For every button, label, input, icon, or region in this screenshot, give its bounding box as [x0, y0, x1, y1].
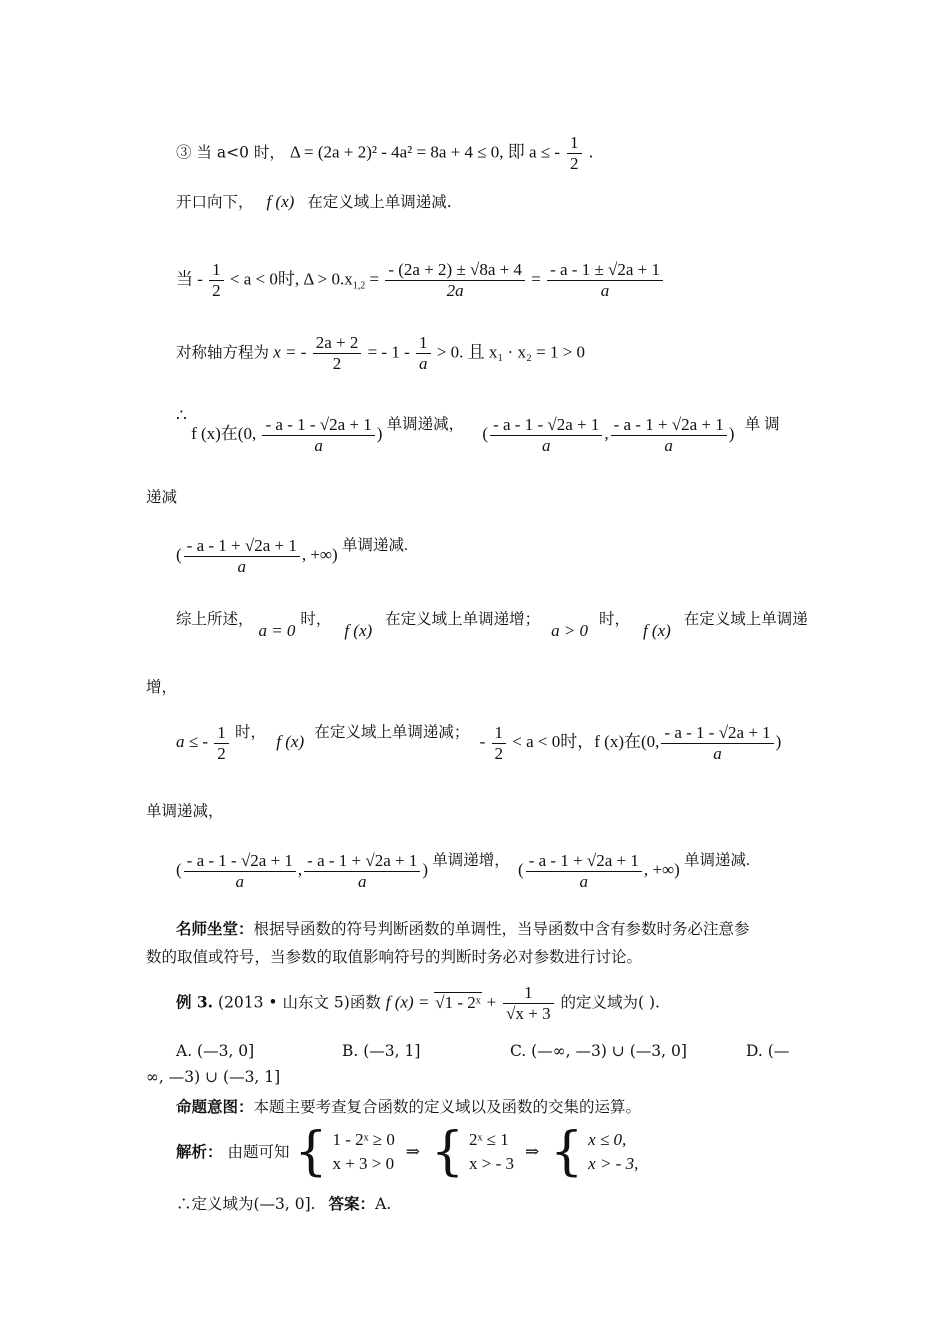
roots-fraction-2: $\frac{- a - 1 \pm √2a + 1}{a}$: [547, 260, 663, 301]
interval-fraction-1: $\frac{- a - 1 - √2a + 1}{a}$: [262, 415, 374, 456]
summary-half-fraction: $\frac{1}{2}$: [214, 723, 229, 764]
summary-fraction-3: $\frac{- a - 1 + √2a + 1}{a}$: [526, 851, 642, 892]
option-d-continued: ∞, —3) ∪ (—3, 1]: [146, 1068, 281, 1086]
continuation-line: 增，: [146, 678, 178, 696]
example-three: 例 3. (2013 • 山东文 5)函数 f (x) = √1 - 2ˣ + $\frac{1}{√x + 3}$ 的定义域为( ).: [176, 983, 660, 1023]
half-fraction: $\frac{1}{2}$: [209, 260, 224, 301]
summary-intervals-line: ( $\frac{- a - 1 - √2a + 1}{a}$ , $\frac{- a - 1 + √2a + 1}{a}$ ) 单调递增， ( $\frac{- a - 1 + √2a + 1}{a}$ , +∞) 单调递减.: [176, 850, 750, 891]
system-one: 1 - 2ˣ ≥ 0 x + 3 > 0: [332, 1130, 395, 1173]
conclusion-line: ∴定义域为(—3, 0]. 答案：A.: [176, 1194, 392, 1213]
solution-line: 解析： 由题可知 { 1 - 2ˣ ≥ 0 x + 3 > 0 ⇒ { 2ˣ ≤ 1 x > - 3 ⇒ { x ≤ 0, x > - 3,: [176, 1122, 639, 1182]
one-half-fraction: $\frac{1}{2}$: [567, 133, 582, 174]
axis-fraction: $\frac{2a + 2}{2}$: [313, 333, 362, 374]
sqrt-expression: √1 - 2ˣ: [435, 992, 481, 1012]
summary-interval-fraction: $\frac{- a - 1 - √2a + 1}{a}$: [661, 723, 773, 764]
roots-fraction-1: $\frac{- (2a + 2) \pm √8a + 4}{2a}$: [385, 260, 525, 301]
interval-fraction-2: $\frac{- a - 1 - √2a + 1}{a}$: [490, 415, 602, 456]
summary-negative-line: a ≤ - $\frac{1}{2}$ 时， f (x) 在定义域上单调递减； - $\frac{1}{2}$ < a < 0时，f (x)在(0, $\frac{- a - 1 - √2a + 1}{a}$ ): [176, 722, 782, 763]
option-a[interactable]: A. (—3, 0]: [176, 1042, 255, 1060]
left-brace: {: [550, 1122, 584, 1182]
roots-formula-line: 当 - $\frac{1}{2}$ < a < 0时, $\Delta > 0.x_{1,2}$ = $\frac{- (2a + 2) \pm √8a + 4}{2a}$ = $\frac{- a - 1 \pm √2a + 1}{a}$: [176, 260, 665, 301]
reciprocal-sqrt-fraction: $\frac{1}{√x + 3}$: [503, 983, 553, 1024]
summary-half-fraction-2: $\frac{1}{2}$: [492, 723, 507, 764]
case-three-lead: ③ 当 a<0 时，: [176, 143, 285, 162]
left-brace: {: [430, 1122, 465, 1182]
delta-expression: Δ = (2a + 2)² - 4a² = 8a + 4 ≤ 0, 即 a ≤ -: [289, 142, 561, 162]
system-three: x ≤ 0, x > - 3,: [588, 1130, 639, 1173]
opening-down-line: 开口向下， f (x) 在定义域上单调递减.: [176, 192, 452, 211]
question-intent: 命题意图：本题主要考查复合函数的定义域以及函数的交集的运算。: [176, 1097, 642, 1116]
teacher-note: 名师坐堂：根据导函数的符号判断函数的单调性，当导函数中含有参数时务必注意参: [176, 919, 750, 938]
continuation-line: 单调递减，: [146, 802, 224, 820]
interval-fraction-3: $\frac{- a - 1 + √2a + 1}{a}$: [611, 415, 727, 456]
option-d[interactable]: D. (—: [746, 1042, 790, 1060]
option-c[interactable]: C. (—∞, —3) ∪ (—3, 0]: [510, 1042, 687, 1060]
system-two: 2ˣ ≤ 1 x > - 3: [469, 1130, 514, 1173]
option-b[interactable]: B. (—3, 1]: [342, 1042, 421, 1060]
summary-fraction-2: $\frac{- a - 1 + √2a + 1}{a}$: [304, 851, 420, 892]
summary-line: 综上所述， a = 0 时， f (x) 在定义域上单调递增； a > 0 时， f (x) 在定义域上单调递: [176, 610, 808, 640]
reciprocal-a-fraction: $\frac{1}{a}$: [416, 333, 431, 374]
case-three-line: ③ 当 a<0 时， Δ = (2a + 2)² - 4a² = 8a + 4 ≤ 0, 即 a ≤ - $\frac{1}{2}$ .: [176, 133, 594, 173]
last-interval-fraction: $\frac{- a - 1 + √2a + 1}{a}$: [184, 536, 300, 577]
teacher-note-continued: 数的取值或符号，当参数的取值影响符号的判断时务必对参数进行讨论。: [146, 948, 643, 966]
summary-fraction-1: $\frac{- a - 1 - √2a + 1}{a}$: [184, 851, 296, 892]
last-interval-line: ( $\frac{- a - 1 + √2a + 1}{a}$ , +∞) 单调递减.: [176, 535, 408, 576]
axis-of-symmetry-line: 对称轴方程为 x = - $\frac{2a + 2}{2}$ = - 1 - $\frac{1}{a}$ > 0. 且 x₁ · x₂ = 1 > 0: [176, 333, 586, 373]
monotonic-intervals-line: ∴ f (x)在(0, $\frac{- a - 1 - √2a + 1}{a}$ ) 单调递减， ( $\frac{- a - 1 - √2a + 1}{a}$ , $\frac{- a - 1 + √2a + 1}{a}$ ) 单 调: [176, 406, 780, 455]
continuation-line: 递减: [146, 488, 178, 506]
function-fx: f (x): [266, 192, 295, 211]
left-brace: {: [294, 1122, 328, 1182]
